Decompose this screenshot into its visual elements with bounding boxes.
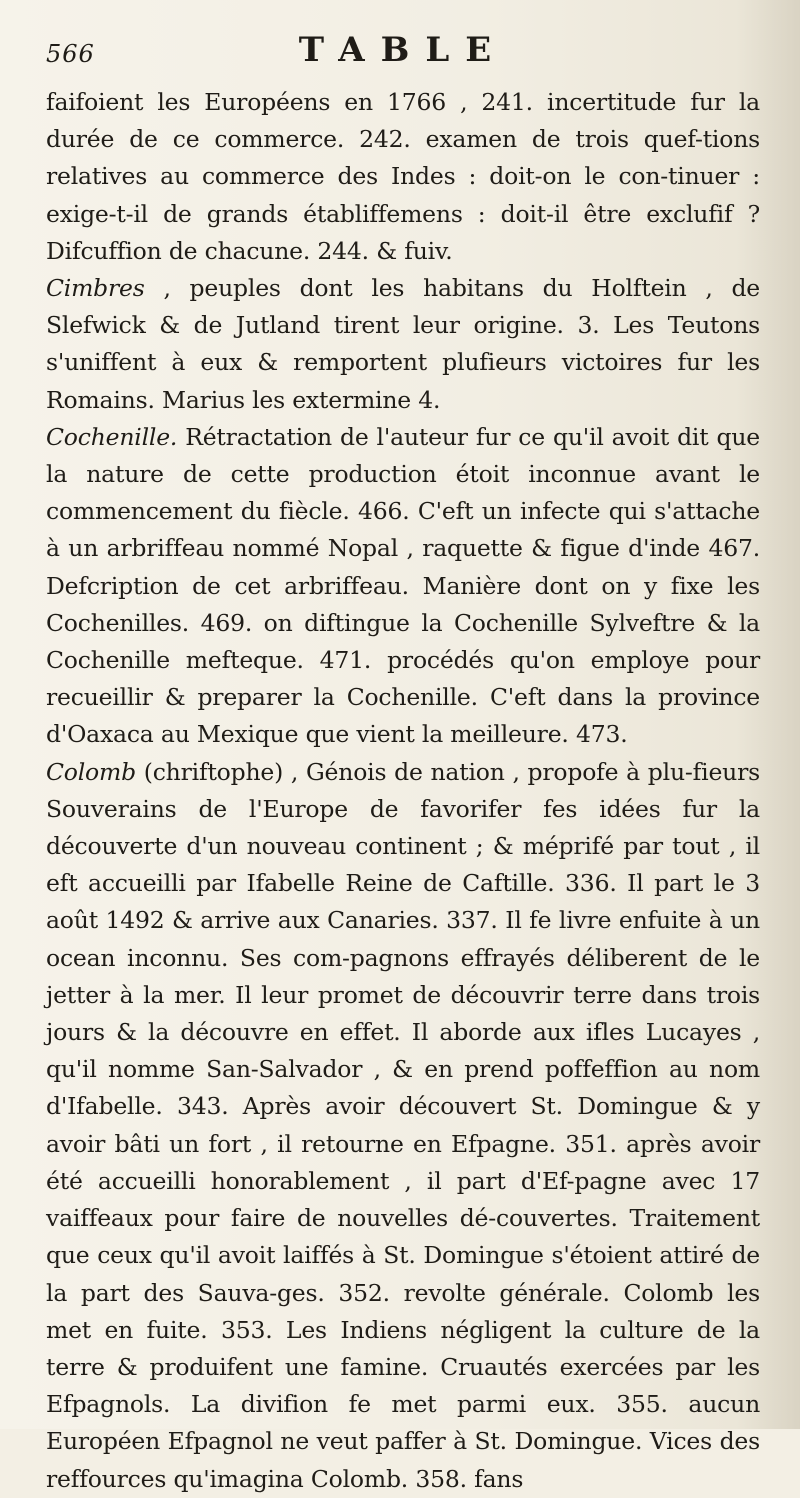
entry-text: faifoient les Européens en 1766 , 241. incertitude fur la durée de ce commerce. 242. examen de trois quef-tions relatives au commerce des Indes : doit-on le con-tinuer : exige-t-il de grands établiffemens : doit-il être exclufif ? Difcuffion de chacune. 244. & fuiv. [46,88,760,265]
index-entry-cimbres [46,270,760,419]
entry-headword: Colomb [46,757,136,786]
page-header [46,0,760,84]
entry-headword: Cimbres [46,274,145,303]
index-body [46,84,760,1498]
index-entry-continuation [46,84,760,270]
index-entry-colomb [46,754,760,1498]
page-number: 566 [46,40,95,68]
entry-text: (chriftophe) , Génois de nation , propofe à plu-fieurs Souverains de l'Europe de favorifer fes idées fur la découverte d'un nouveau continent ; & méprifé par tout , il eft accueilli par Ifabelle Reine de Caftille. 336. Il part le 3 août 1492 & arrive aux Canaries. 337. Il fe livre enfuite à un ocean inconnu. Ses com-pagnons effrayés déliberent de le jetter à la mer. Il leur promet de découvrir terre dans trois jours & la découvre en effet. Il aborde aux ifles Lucayes , qu'il nomme San-Salvador , & en prend poffeffion au nom d'Ifabelle. 343. Après avoir découvert St. Domingue & y avoir bâti un fort , il retourne en Efpagne. 351. après avoir été accueilli honorablement , il part d'Ef-pagne avec 17 vaiffeaux pour faire de nouvelles dé-couvertes. Traitement que ceux qu'il avoit laiffés à St. Domingue s'étoient attiré de la part des Sauva-ges. 352. revolte générale. Colomb les met en fuite. 353. Les Indiens négligent la culture de la terre & produifent une famine. Cruautés exercées par les Efpagnols. La divifion fe met parmi eux. 355. aucun Européen Efpagnol ne veut paffer à St. Domingue. Vices des reffources qu'imagina Colomb. 358. fans [46,757,760,1493]
entry-text: Rétractation de l'auteur fur ce qu'il avoit dit que la nature de cette production étoit inconnue avant le commencement du fiècle. 466. C'eft un infecte qui s'attache à un arbriffeau nommé Nopal , raquette & figue d'inde 467. Defcription de cet arbriffeau. Manière dont on y fixe les Cochenilles. 469. on diftingue la Cochenille Sylveftre & la Cochenille mefteque. 471. procédés qu'on employe pour recueillir & preparer la Cochenille. C'eft dans la province d'Oaxaca au Mexique que vient la meilleure. 473. [46,422,760,749]
index-entry-cochenille [46,419,760,754]
entry-text: , peuples dont les habitans du Holftein , de Slefwick & de Jutland tirent leur origine. 3. Les Teutons s'uniffent à eux & remportent plufieurs victoires fur les Romains. Marius les extermine 4. [46,274,760,414]
running-title: TABLE [298,30,508,70]
entry-headword: Cochenille. [46,422,178,451]
